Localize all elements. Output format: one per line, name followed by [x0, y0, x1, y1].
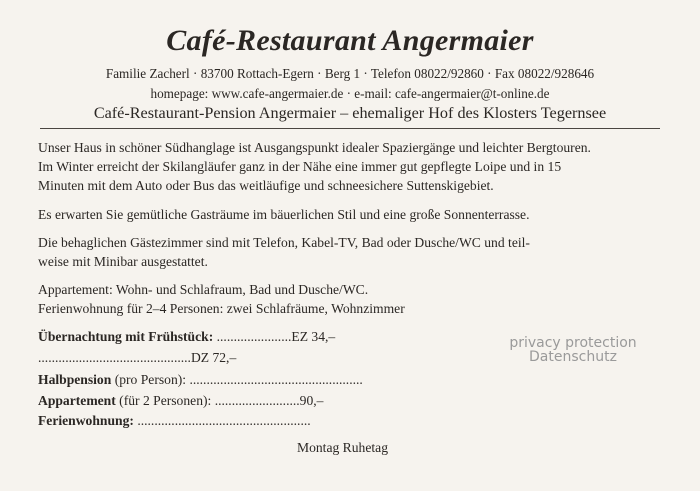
rate-row-halfboard	[38, 372, 470, 391]
rate-value-single: EZ 34,–	[291, 329, 336, 344]
subtitle: Café-Restaurant-Pension Angermaier – ehemaliger Hof des Klosters Tegernsee	[93, 104, 607, 122]
intro-line-1: Unser Haus in schöner Südhanglage ist Ausgangspunkt idealer Spaziergänge und leichter Bergtouren.	[38, 140, 591, 155]
address-line: Familie Zacherl · 83700 Rottach-Egern · Berg 1 · Telefon 08022/92860 · Fax 08022/928646	[105, 66, 595, 81]
contact-line: homepage: www.cafe-angermaier.de · e-mail: cafe-angermaier@t-online.de	[150, 86, 550, 101]
rate-label-apartment: Appartement	[38, 393, 116, 408]
privacy-watermark	[498, 336, 648, 364]
rate-dots: ...................................................	[186, 372, 363, 387]
closing-day: Montag Ruhetag	[297, 440, 388, 455]
rate-row-holiday-flat	[38, 413, 470, 432]
divider-rule	[40, 128, 660, 129]
intro-line-2: Im Winter erreicht der Skilangläufer ganz in der Nähe eine immer gut gepflegte Loipe und in 15	[38, 159, 562, 174]
restaurant-title: Café-Restaurant Angermaier	[166, 24, 534, 57]
rate-dots: ......................	[213, 329, 292, 344]
apartment-line-2: Ferienwohnung für 2–4 Personen: zwei Schlafräume, Wohnzimmer	[38, 301, 405, 316]
rooms-line-1: Die behaglichen Gästezimmer sind mit Telefon, Kabel-TV, Bad oder Dusche/WC und teil-	[38, 235, 530, 250]
rate-label-halfboard: Halbpension	[38, 372, 112, 387]
apartment-line-1: Appartement: Wohn- und Schlafraum, Bad und Dusche/WC.	[38, 282, 369, 297]
intro-paragraph	[38, 138, 668, 195]
dining-paragraph: Es erwarten Sie gemütliche Gasträume im bäuerlichen Stil und eine große Sonnenterrasse.	[38, 207, 530, 222]
rate-row-apartment	[38, 393, 450, 412]
rooms-line-2: weise mit Minibar ausgestattet.	[38, 254, 208, 269]
rate-label-breakfast: Übernachtung mit Frühstück:	[38, 329, 214, 344]
rate-dots: ...................................................	[133, 413, 311, 428]
rate-value-double: DZ 72,–	[190, 350, 237, 365]
rate-value-apartment: 90,–	[299, 393, 324, 408]
rate-note-apartment: (für 2 Personen):	[115, 393, 212, 408]
rooms-paragraph	[38, 233, 530, 271]
privacy-line-2: Datenschutz	[529, 349, 617, 365]
rate-row-double	[38, 350, 450, 369]
rate-row-breakfast	[38, 329, 450, 348]
privacy-line-1: privacy protection	[509, 335, 637, 351]
rate-label-holiday-flat: Ferienwohnung:	[38, 413, 134, 428]
rate-dots: .........................	[211, 393, 300, 408]
rate-dots: .............................................	[38, 350, 191, 365]
rate-note-halfboard: (pro Person):	[111, 372, 187, 387]
apartment-paragraph	[38, 280, 450, 318]
intro-line-3: Minuten mit dem Auto oder Bus das weitläufige und schneesichere Suttenskigebiet.	[38, 178, 494, 193]
